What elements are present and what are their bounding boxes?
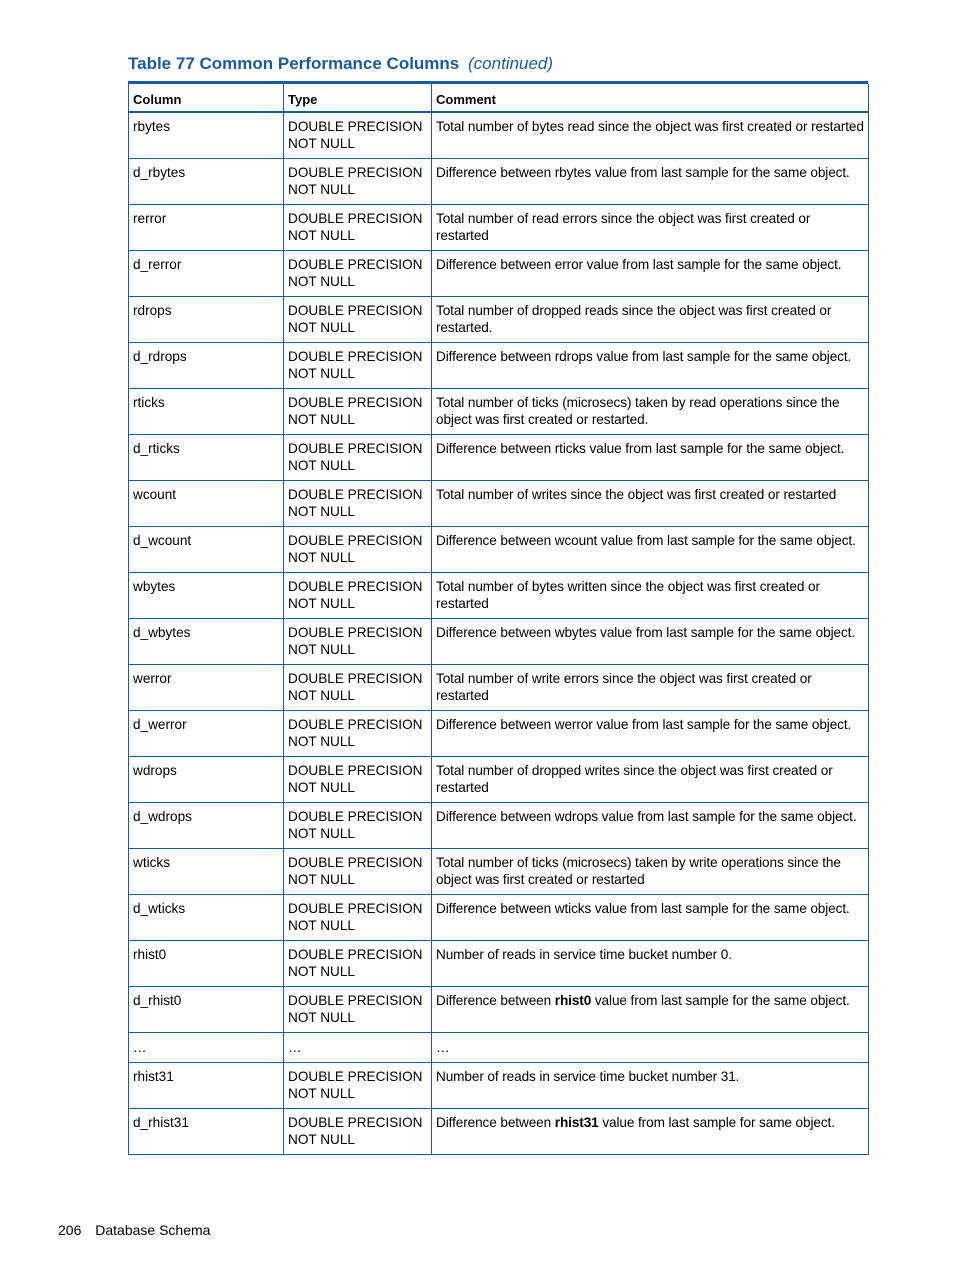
table-row <box>129 158 869 204</box>
comment-cell: Total number of bytes written since the object was first created or restarted <box>432 572 869 618</box>
type-cell: DOUBLE PRECISION NOT NULL <box>284 342 432 388</box>
column-name-cell: d_rticks <box>129 434 284 480</box>
comment-text: Difference between <box>436 992 555 1008</box>
type-cell: DOUBLE PRECISION NOT NULL <box>284 756 432 802</box>
comment-cell: Total number of dropped writes since the object was first created or restarted <box>432 756 869 802</box>
table-caption <box>128 54 553 74</box>
comment-cell: Total number of dropped reads since the object was first created or restarted. <box>432 296 869 342</box>
table-row <box>129 112 869 158</box>
table-row <box>129 802 869 848</box>
type-cell: DOUBLE PRECISION NOT NULL <box>284 158 432 204</box>
comment-cell: Total number of writes since the object was first created or restarted <box>432 480 869 526</box>
column-name-cell: d_rdrops <box>129 342 284 388</box>
table-row <box>129 848 869 894</box>
column-name-cell: werror <box>129 664 284 710</box>
type-cell: DOUBLE PRECISION NOT NULL <box>284 296 432 342</box>
comment-cell: … <box>432 1032 869 1062</box>
comment-text: Difference between <box>436 1114 555 1130</box>
table-title: Table 77 Common Performance Columns <box>128 54 460 73</box>
type-cell: DOUBLE PRECISION NOT NULL <box>284 894 432 940</box>
column-name-cell: d_rhist31 <box>129 1108 284 1154</box>
type-cell: DOUBLE PRECISION NOT NULL <box>284 986 432 1032</box>
table-body <box>129 112 869 1154</box>
comment-column-ref: rhist31 <box>554 1114 599 1130</box>
column-name-cell: d_werror <box>129 710 284 756</box>
comment-cell: Number of reads in service time bucket number 31. <box>432 1062 869 1108</box>
table-row <box>129 756 869 802</box>
column-header: Column <box>129 84 284 112</box>
type-cell: DOUBLE PRECISION NOT NULL <box>284 664 432 710</box>
column-name-cell: rerror <box>129 204 284 250</box>
comment-cell: Difference between error value from last sample for the same object. <box>432 250 869 296</box>
comment-cell: Total number of ticks (microsecs) taken by write operations since the object was first created or restarted <box>432 848 869 894</box>
type-cell: DOUBLE PRECISION NOT NULL <box>284 526 432 572</box>
column-name-cell: d_rhist0 <box>129 986 284 1032</box>
table-row <box>129 664 869 710</box>
column-name-cell: rhist31 <box>129 1062 284 1108</box>
type-cell: DOUBLE PRECISION NOT NULL <box>284 848 432 894</box>
type-cell: DOUBLE PRECISION NOT NULL <box>284 618 432 664</box>
table-row <box>129 526 869 572</box>
comment-column-ref: rhist0 <box>554 992 592 1008</box>
type-cell: DOUBLE PRECISION NOT NULL <box>284 572 432 618</box>
column-name-cell: … <box>129 1032 284 1062</box>
type-cell: DOUBLE PRECISION NOT NULL <box>284 112 432 158</box>
table-row <box>129 1108 869 1154</box>
comment-cell: Total number of ticks (microsecs) taken by read operations since the object was first created or restarted. <box>432 388 869 434</box>
comment-cell: Total number of read errors since the object was first created or restarted <box>432 204 869 250</box>
table-row <box>129 618 869 664</box>
column-name-cell: d_wcount <box>129 526 284 572</box>
table-row <box>129 940 869 986</box>
column-name-cell: rticks <box>129 388 284 434</box>
column-name-cell: wticks <box>129 848 284 894</box>
comment-cell <box>432 1108 869 1154</box>
table-row <box>129 250 869 296</box>
performance-columns-table-wrapper <box>128 81 868 1155</box>
table-row <box>129 434 869 480</box>
comment-header: Comment <box>432 84 869 112</box>
comment-cell: Difference between werror value from last sample for the same object. <box>432 710 869 756</box>
comment-cell: Difference between wticks value from last sample for the same object. <box>432 894 869 940</box>
comment-cell: Total number of bytes read since the object was first created or restarted <box>432 112 869 158</box>
type-cell: DOUBLE PRECISION NOT NULL <box>284 204 432 250</box>
comment-cell: Difference between wdrops value from last sample for the same object. <box>432 802 869 848</box>
type-cell: … <box>284 1032 432 1062</box>
column-name-cell: wbytes <box>129 572 284 618</box>
comment-cell: Difference between wbytes value from last sample for the same object. <box>432 618 869 664</box>
comment-cell: Total number of write errors since the object was first created or restarted <box>432 664 869 710</box>
table-row <box>129 1032 869 1062</box>
column-name-cell: wdrops <box>129 756 284 802</box>
comment-cell: Difference between rticks value from last sample for the same object. <box>432 434 869 480</box>
table-continued-label: (continued) <box>468 54 554 73</box>
type-cell: DOUBLE PRECISION NOT NULL <box>284 1062 432 1108</box>
table-header-row <box>129 84 869 112</box>
type-cell: DOUBLE PRECISION NOT NULL <box>284 388 432 434</box>
type-cell: DOUBLE PRECISION NOT NULL <box>284 940 432 986</box>
type-cell: DOUBLE PRECISION NOT NULL <box>284 250 432 296</box>
column-name-cell: d_rbytes <box>129 158 284 204</box>
comment-cell <box>432 986 869 1032</box>
table-row <box>129 480 869 526</box>
comment-cell: Difference between wcount value from last sample for the same object. <box>432 526 869 572</box>
column-name-cell: d_wticks <box>129 894 284 940</box>
column-name-cell: wcount <box>129 480 284 526</box>
column-name-cell: rhist0 <box>129 940 284 986</box>
table-row <box>129 1062 869 1108</box>
table-row <box>129 296 869 342</box>
comment-cell: Difference between rbytes value from last sample for the same object. <box>432 158 869 204</box>
table-row <box>129 986 869 1032</box>
comment-cell: Number of reads in service time bucket number 0. <box>432 940 869 986</box>
column-name-cell: rdrops <box>129 296 284 342</box>
column-name-cell: d_wdrops <box>129 802 284 848</box>
table-row <box>129 342 869 388</box>
table-row <box>129 204 869 250</box>
table-row <box>129 894 869 940</box>
comment-cell: Difference between rdrops value from last sample for the same object. <box>432 342 869 388</box>
comment-text: value from last sample for the same object. <box>591 992 850 1008</box>
type-cell: DOUBLE PRECISION NOT NULL <box>284 802 432 848</box>
type-header: Type <box>284 84 432 112</box>
table-row <box>129 388 869 434</box>
table-row <box>129 710 869 756</box>
page-number: 206 <box>58 1222 82 1238</box>
column-name-cell: rbytes <box>129 112 284 158</box>
comment-text: value from last sample for same object. <box>598 1114 835 1130</box>
column-name-cell: d_wbytes <box>129 618 284 664</box>
section-name: Database Schema <box>95 1222 211 1238</box>
page-footer <box>58 1222 210 1238</box>
column-name-cell: d_rerror <box>129 250 284 296</box>
type-cell: DOUBLE PRECISION NOT NULL <box>284 434 432 480</box>
type-cell: DOUBLE PRECISION NOT NULL <box>284 480 432 526</box>
type-cell: DOUBLE PRECISION NOT NULL <box>284 1108 432 1154</box>
type-cell: DOUBLE PRECISION NOT NULL <box>284 710 432 756</box>
table-row <box>129 572 869 618</box>
performance-columns-table <box>128 84 869 1155</box>
